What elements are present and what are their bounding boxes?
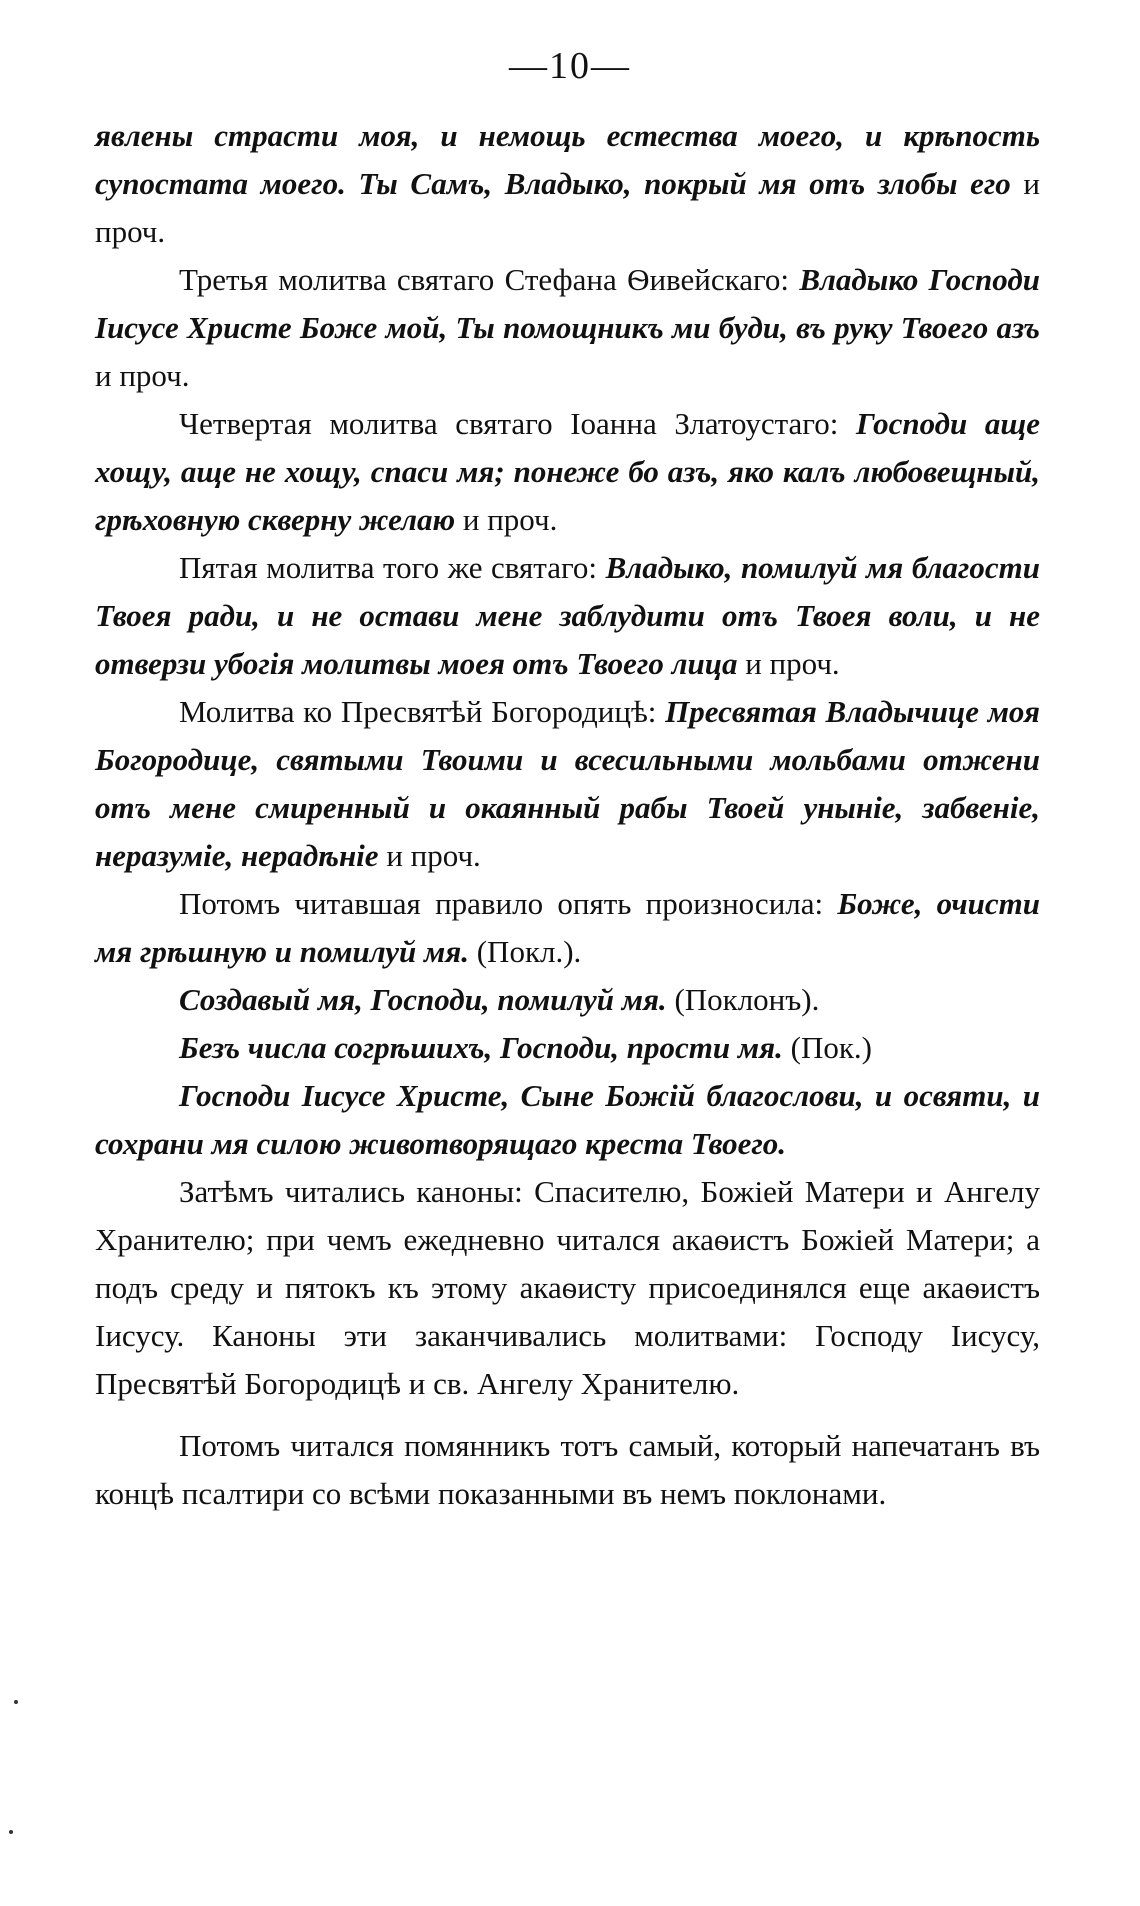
paragraph-p6 xyxy=(95,880,1040,976)
paragraph-p8 xyxy=(95,1024,1040,1072)
body-text xyxy=(95,112,1040,1518)
paragraph-p7 xyxy=(95,976,1040,1024)
text-run: (Покл.). xyxy=(468,934,582,969)
italic-text-run: Владыко, помилуй мя благости Твоея ради, и не остави мене заблудити отъ Твоея воли, и не отверзи убогія молитвы моея отъ Твоего лица xyxy=(95,550,1040,681)
paragraph-p1 xyxy=(95,112,1040,256)
page-number: —10— xyxy=(509,45,631,87)
paragraph-p10 xyxy=(95,1168,1040,1408)
text-run: (Пок.) xyxy=(782,1030,872,1065)
italic-text-run: Господи Іисусе Христе, Сыне Божій благослови, и освяти, и сохрани мя силою животворящаго креста Твоего. xyxy=(95,1078,1040,1161)
text-run: Третья молитва святаго Стефана Ѳивейскаго: xyxy=(179,262,800,297)
italic-text-run: явлены страсти моя, и немощь естества моего, и крѣпость супостата моего. Ты Самъ, Владыко, покрый мя отъ злобы его xyxy=(95,118,1040,201)
text-run: (Поклонъ). xyxy=(666,982,820,1017)
italic-text-run: Пресвятая Владычице моя Богородице, святыми Твоими и всесильными мольбами отжени отъ мене смиренный и окаянный рабы Твоей уныніе, забвеніе, неразуміе, нерадѣніе xyxy=(95,694,1040,873)
text-run: Пятая молитва того же святаго: xyxy=(179,550,606,585)
text-run: Потомъ читавшая правило опять произносила: xyxy=(179,886,838,921)
print-speck xyxy=(9,1830,13,1834)
text-run: Потомъ читался помянникъ тотъ самый, который напечатанъ въ концѣ псалтири со всѣми показанными въ немъ поклонами. xyxy=(95,1428,1040,1511)
text-run: Затѣмъ читались каноны: Спасителю, Божіей Матери и Ангелу Хранителю; при чемъ ежедневно читался акаѳистъ Божіей Матери; а подъ среду и пятокъ къ этому акаѳисту присоединялся еще акаѳистъ Іисусу. Каноны эти заканчивались молитвами: Господу Іисусу, Пресвятѣй Богородицѣ и св. Ангелу Хранителю. xyxy=(95,1174,1040,1401)
italic-text-run: Безъ числа согрѣшихъ, Господи, прости мя. xyxy=(179,1030,783,1065)
paragraph-p4 xyxy=(95,544,1040,688)
italic-text-run: Господи аще хощу, аще не хощу, спаси мя; понеже бо азъ, яко калъ любовещный, грѣховную скверну желаю xyxy=(95,406,1040,537)
print-speck xyxy=(14,1700,18,1704)
text-run: и проч. xyxy=(378,838,481,873)
text-run: и проч. xyxy=(95,166,1040,249)
text-run: Молитва ко Пресвятѣй Богородицѣ: xyxy=(179,694,666,729)
paragraph-p9 xyxy=(95,1072,1040,1168)
text-run: и проч. xyxy=(737,646,840,681)
paragraph-p5 xyxy=(95,688,1040,880)
paragraph-p2 xyxy=(95,256,1040,400)
italic-text-run: Владыко Господи Іисусе Христе Боже мой, Ты помощникъ ми буди, въ руку Твоего азъ xyxy=(95,262,1040,345)
text-run: Четвертая молитва святаго Іоанна Златоустаго: xyxy=(179,406,856,441)
italic-text-run: Боже, очисти мя грѣшную и помилуй мя. xyxy=(95,886,1040,969)
paragraph-p11 xyxy=(95,1422,1040,1518)
paragraph-p3 xyxy=(95,400,1040,544)
text-run: и проч. xyxy=(455,502,558,537)
text-run: и проч. xyxy=(95,358,190,393)
italic-text-run: Создавый мя, Господи, помилуй мя. xyxy=(179,982,667,1017)
